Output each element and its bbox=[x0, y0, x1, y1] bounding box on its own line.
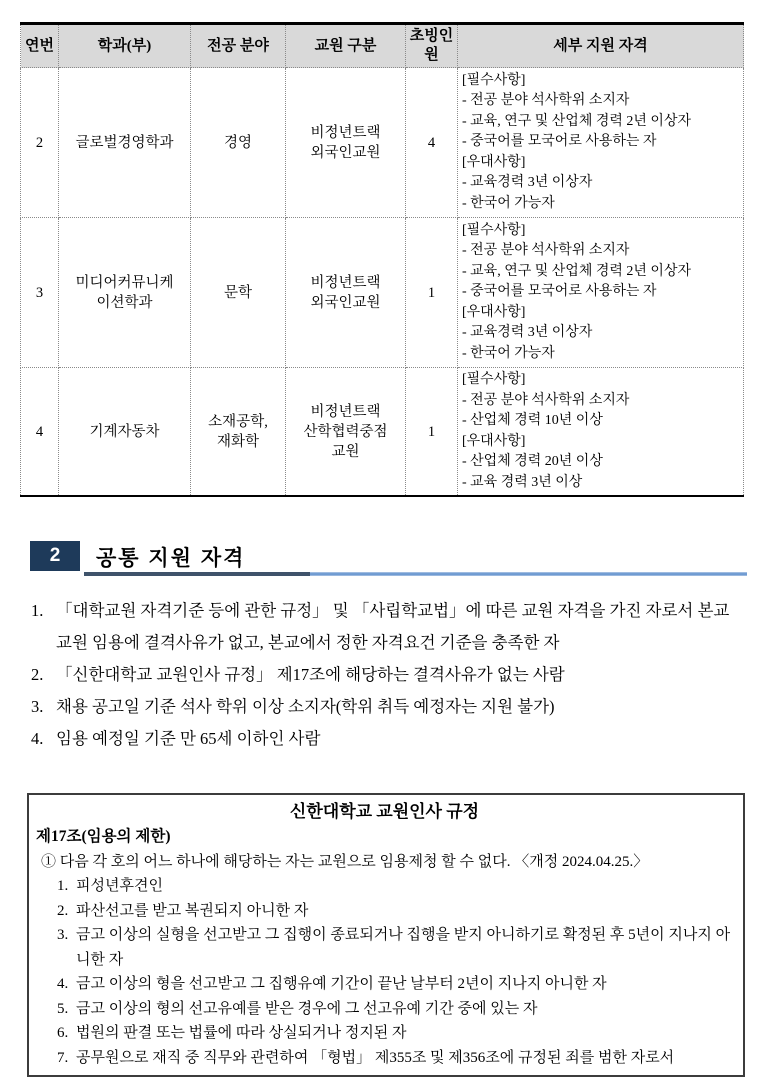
regulation-item-text: 금고 이상의 형을 선고받고 그 집행유예 기간이 끝난 날부터 2년이 지나지 아니한 자 bbox=[76, 976, 607, 992]
section-underline-dark bbox=[84, 572, 310, 576]
requirement-text: 「신한대학교 교원인사 규정」 제17조에 해당하는 결격사유가 없는 사람 bbox=[56, 665, 565, 684]
section-underline bbox=[84, 572, 747, 576]
regulation-item-text: 금고 이상의 실형을 선고받고 그 집행이 종료되거나 집행을 받지 아니하기로 확정된 후 5년이 지나지 아니한 자 bbox=[76, 927, 731, 968]
regulation-item-text: 피성년후견인 bbox=[76, 878, 163, 894]
requirement-item bbox=[20, 691, 743, 723]
regulation-title: 신한대학교 교원인사 규정 bbox=[289, 802, 480, 821]
cell-type: 비정년트랙 외국인교원 bbox=[286, 68, 406, 218]
requirement-number: 3. bbox=[31, 697, 44, 716]
regulation-item-text: 금고 이상의 형의 선고유예를 받은 경우에 그 선고유예 기간 중에 있는 자 bbox=[76, 1000, 538, 1017]
table-row bbox=[21, 368, 744, 497]
requirement-number: 2. bbox=[31, 665, 44, 684]
section-header bbox=[20, 541, 743, 577]
requirement-text: 채용 공고일 기준 석사 학위 이상 소지자(학위 취득 예정자는 지원 불가) bbox=[56, 697, 555, 716]
regulation-item bbox=[36, 923, 733, 972]
regulation-item-number: 7. bbox=[57, 1049, 69, 1066]
requirements-list bbox=[20, 595, 743, 755]
cell-detail: [필수사항] - 전공 분야 석사학위 소지자 - 교육, 연구 및 산업체 경력 2년 이상자 - 중국어를 모국어로 사용하는 자 [우대사항] - 교육경력 3년 이상자 - 한국어 가능자 bbox=[458, 68, 744, 218]
header-detail: 세부 지원 자격 bbox=[458, 24, 744, 68]
regulation-item-text: 법원의 판결 또는 법률에 따라 상실되거나 정지된 자 bbox=[76, 1025, 407, 1041]
cell-dept: 기계자동차 bbox=[59, 368, 191, 497]
cell-count: 4 bbox=[406, 68, 458, 218]
cell-detail: [필수사항] - 전공 분야 석사학위 소지자 - 교육, 연구 및 산업체 경력 2년 이상자 - 중국어를 모국어로 사용하는 자 [우대사항] - 교육경력 3년 이상자 - 한국어 가능자 bbox=[458, 218, 744, 368]
header-type: 교원 구분 bbox=[286, 24, 406, 68]
header-count: 초빙인원 bbox=[406, 24, 458, 68]
regulation-item-number: 4. bbox=[57, 976, 69, 992]
requirement-item bbox=[20, 595, 743, 659]
header-no: 연번 bbox=[21, 24, 59, 68]
regulation-item-text: 파산선고를 받고 복권되지 아니한 자 bbox=[76, 902, 309, 919]
cell-no: 2 bbox=[21, 68, 59, 218]
header-dept: 학과(부) bbox=[59, 24, 191, 68]
table-header-row bbox=[21, 24, 744, 68]
requirement-number: 1. bbox=[31, 601, 44, 620]
regulation-item-number: 3. bbox=[57, 927, 69, 943]
regulation-item-text: 공무원으로 재직 중 직무와 관련하여 「형법」 제355조 및 제356조에 규정된 죄를 범한 자로서 bbox=[76, 1049, 675, 1066]
regulation-item bbox=[36, 1046, 733, 1071]
cell-dept: 미디어커뮤니케 이션학과 bbox=[59, 218, 191, 368]
table-row bbox=[21, 68, 744, 218]
regulation-item bbox=[36, 997, 733, 1022]
regulation-box bbox=[27, 793, 745, 1077]
table-row bbox=[21, 218, 744, 368]
requirement-number: 4. bbox=[31, 729, 44, 748]
cell-detail: [필수사항] - 전공 분야 석사학위 소지자 - 산업체 경력 10년 이상 [우대사항] - 산업체 경력 20년 이상 - 교육 경력 3년 이상 bbox=[458, 368, 744, 497]
cell-type: 비정년트랙 산학협력중점 교원 bbox=[286, 368, 406, 497]
cell-major: 경영 bbox=[191, 68, 286, 218]
requirement-text: 「대학교원 자격기준 등에 관한 규정」 및 「사립학교법」에 따른 교원 자격을 가진 자로서 본교 교원 임용에 결격사유가 없고, 본교에서 정한 자격요건 기준을 충족한 자 bbox=[56, 601, 730, 652]
requirement-item bbox=[20, 723, 743, 755]
regulation-item bbox=[36, 972, 733, 997]
requirement-text: 임용 예정일 기준 만 65세 이하인 사람 bbox=[56, 729, 321, 748]
cell-count: 1 bbox=[406, 368, 458, 497]
section-title: 공통 지원 자격 bbox=[96, 547, 246, 570]
regulation-clause: ① 다음 각 호의 어느 하나에 해당하는 자는 교원으로 임용제청 할 수 없다. 〈개정 2024.04.25.〉 bbox=[41, 853, 649, 870]
regulation-item-number: 6. bbox=[57, 1025, 69, 1041]
regulation-item-number: 2. bbox=[57, 902, 69, 919]
regulation-item-number: 5. bbox=[57, 1000, 69, 1017]
cell-count: 1 bbox=[406, 218, 458, 368]
cell-major: 소재공학, 재화학 bbox=[191, 368, 286, 497]
cell-dept: 글로벌경영학과 bbox=[59, 68, 191, 218]
cell-type: 비정년트랙 외국인교원 bbox=[286, 218, 406, 368]
recruitment-table bbox=[20, 22, 744, 497]
cell-major: 문학 bbox=[191, 218, 286, 368]
regulation-article: 제17조(임용의 제한) bbox=[36, 828, 171, 845]
cell-no: 3 bbox=[21, 218, 59, 368]
regulation-item-number: 1. bbox=[57, 878, 69, 894]
section-number-badge: 2 bbox=[30, 541, 80, 571]
section-underline-light bbox=[310, 572, 747, 576]
cell-no: 4 bbox=[21, 368, 59, 497]
requirement-item bbox=[20, 659, 743, 691]
regulation-item bbox=[36, 874, 733, 899]
regulation-item bbox=[36, 899, 733, 924]
header-major: 전공 분야 bbox=[191, 24, 286, 68]
